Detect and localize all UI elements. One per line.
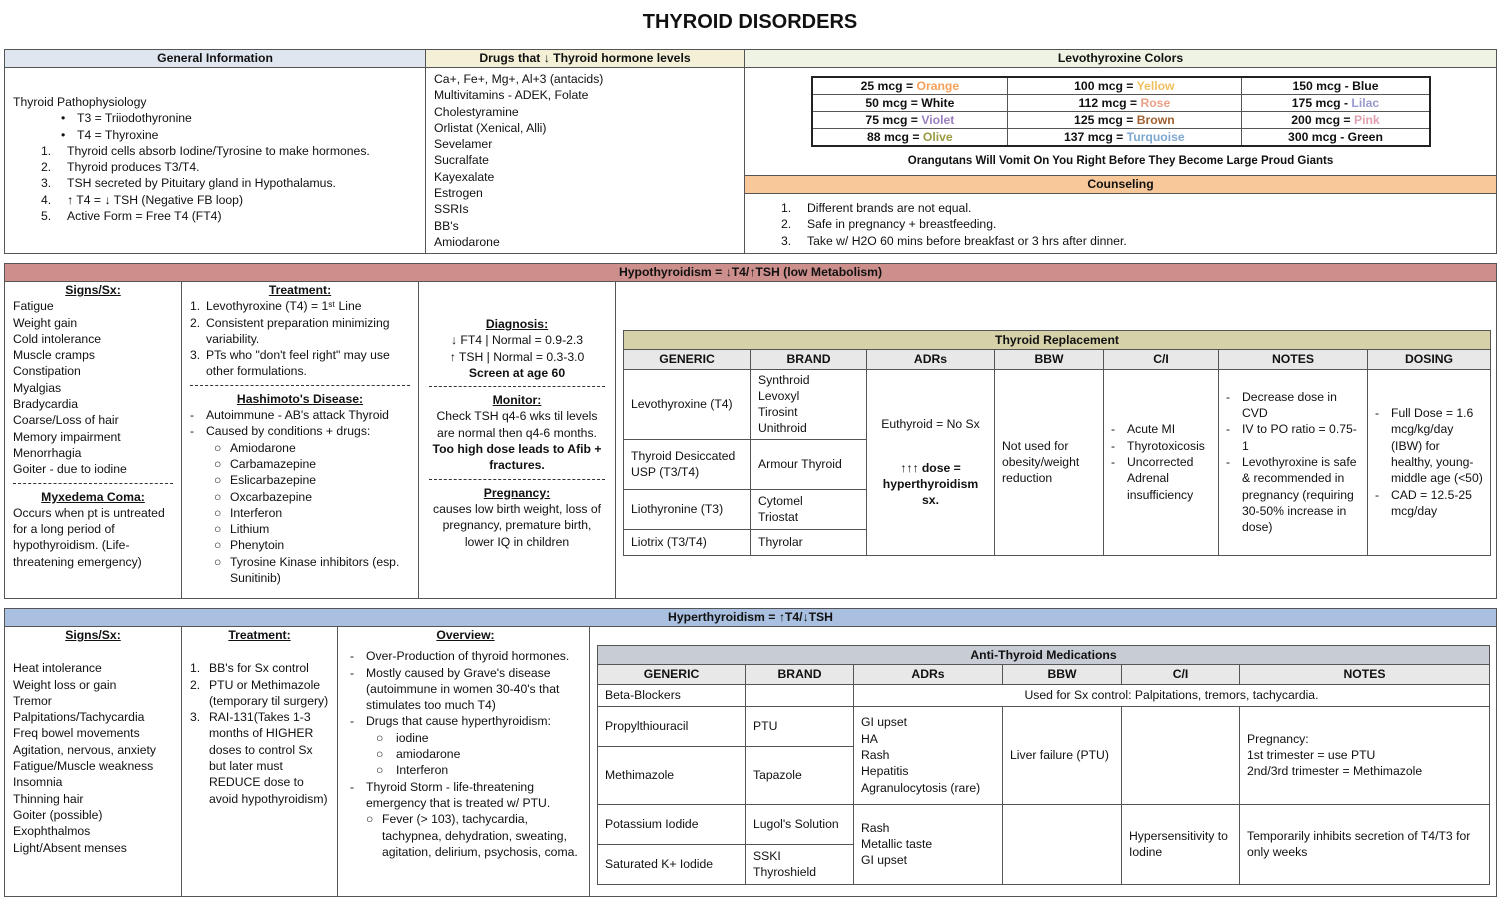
generic-cell: Beta-Blockers <box>598 684 746 706</box>
levo-color-name: Blue <box>1352 79 1379 93</box>
levo-color-row <box>812 77 1430 95</box>
hashimoto-drug: ○ Lithium <box>214 521 410 537</box>
levo-color-name: Orange <box>916 79 960 93</box>
tx-item: 3. RAI-131(Takes 1-3 months of HIGHER doses to control Sx but later must REDUCE dose to avoid hypothyroidism) <box>190 709 329 807</box>
levo-dose-cell <box>1241 77 1430 95</box>
drug-item: BB's <box>434 218 459 233</box>
note-item: - IV to PO ratio = 0.75-1 <box>1226 421 1360 454</box>
dosing-item: - Full Dose = 1.6 mcg/kg/day (IBW) for healthy, young-middle age (<50) <box>1375 405 1483 486</box>
hyper-anti-panel <box>589 626 1497 897</box>
overview-item: - Over-Production of thyroid hormones. <box>350 648 581 664</box>
levo-color-name: Turquoise <box>1126 130 1185 144</box>
levo-dose-cell <box>1007 95 1241 112</box>
drug-item: Orlistat (Xenical, Alli) <box>434 120 547 135</box>
ci-item: - Uncorrected Adrenal insufficiency <box>1111 454 1211 503</box>
general-item: 3. TSH secreted by Pituitary gland in Hypothalamus. <box>41 175 417 191</box>
levo-dose: 100 mcg = <box>1074 79 1137 93</box>
levo-color-name: Violet <box>921 113 955 127</box>
levo-color-row <box>812 129 1430 147</box>
sign-item: Constipation <box>13 364 81 379</box>
hyper-signs-panel <box>4 626 182 897</box>
note-item: - Levothyroxine is safe & recommended in pregnancy (requiring 30-50% increase in dose) <box>1226 454 1360 535</box>
sign-item: Freq bowel movements <box>13 726 140 741</box>
brand-cell: PTU <box>746 706 854 746</box>
generic-cell: Methimazole <box>598 746 746 804</box>
levo-dose-cell <box>812 112 1007 129</box>
levo-dose: 25 mcg = <box>860 79 917 93</box>
monitor-title: Monitor: <box>492 393 542 408</box>
overview-item: - Drugs that cause hyperthyroidism: <box>350 713 581 729</box>
generic-cell: Propylthiouracil <box>598 706 746 746</box>
levo-color-row <box>812 112 1430 129</box>
drugs-panel <box>425 67 745 254</box>
sign-item: Heat intolerance <box>13 661 102 676</box>
hypo-header: Hypothyroidism = ↓T4/↑TSH (low Metabolism) <box>4 263 1497 282</box>
levo-dose-cell <box>812 77 1007 95</box>
hyper-overview-panel <box>337 626 590 897</box>
storm-symptoms: ○ Fever (> 103), tachycardia, tachypnea, dehydration, sweating, agitation, delirium, psychosis, coma. <box>366 811 581 860</box>
hashimoto-drug: ○ Eslicarbazepine <box>214 472 410 488</box>
sign-item: Coarse/Loss of hair <box>13 413 119 428</box>
general-item: 4. ↑ T4 = ↓ TSH (Negative FB loop) <box>41 192 417 208</box>
dosing-item: - CAD = 12.5-25 mcg/day <box>1375 487 1483 520</box>
overview-drug: ○ amiodarone <box>376 746 581 762</box>
hypo-replacement-panel <box>615 281 1497 599</box>
hashimoto-drug: ○ Phenytoin <box>214 537 410 553</box>
overview-title: Overview: <box>436 628 495 642</box>
drug-item: Cholestyramine <box>434 104 519 119</box>
general-item: 1. Thyroid cells absorb Iodine/Tyrosine to make hormones. <box>41 143 417 159</box>
sign-item: Light/Absent menses <box>13 840 127 855</box>
sign-item: Weight loss or gain <box>13 677 117 692</box>
dosing-cell <box>1368 369 1491 555</box>
col-header: BBW <box>1003 665 1122 684</box>
monitor-text: Check TSH q4-6 wks til levels are normal then q4-6 months. <box>436 409 598 440</box>
ci-cell <box>1122 706 1240 804</box>
col-header: BRAND <box>751 350 867 369</box>
sign-item: Fatigue <box>13 299 54 314</box>
adr-euthyroid: Euthyroid = No Sx <box>881 416 980 431</box>
hypo-treatment-panel <box>181 281 419 599</box>
hyper-header: Hyperthyroidism = ↑T4/↓TSH <box>4 608 1497 627</box>
hashimoto-drug: ○ Carbamazepine <box>214 456 410 472</box>
hashimoto-drug: ○ Tyrosine Kinase inhibitors (esp. Sunitinib) <box>214 554 410 587</box>
col-header: ADRs <box>854 665 1003 684</box>
sign-item: Bradycardia <box>13 397 79 412</box>
brand-cell: Lugol's Solution <box>746 804 854 844</box>
hyper-signs-title: Signs/Sx: <box>65 628 121 642</box>
levo-dose: 150 mcg - <box>1292 79 1353 93</box>
hypo-signs-panel <box>4 281 182 599</box>
diagnosis-screen: Screen at age 60 <box>468 365 566 380</box>
hashimoto-item: - Autoimmune - AB's attack Thyroid <box>190 407 410 423</box>
sign-item: Muscle cramps <box>13 348 95 363</box>
general-bullet: • T4 = Thyroxine <box>61 127 417 143</box>
sign-item: Thinning hair <box>13 791 84 806</box>
levo-dose-cell <box>1007 129 1241 147</box>
sign-item: Memory impairment <box>13 429 121 444</box>
hashimoto-item: - Caused by conditions + drugs: <box>190 423 410 439</box>
levo-color-table <box>811 76 1431 147</box>
myxedema-text: Occurs when pt is untreated for a long period of hypothyroidism. (Life-threatening emergency) <box>13 505 165 569</box>
col-header: NOTES <box>1240 665 1490 684</box>
sign-item: Agitation, nervous, anxiety <box>13 742 156 757</box>
col-header: DOSING <box>1368 350 1491 369</box>
sign-item: Weight gain <box>13 315 78 330</box>
replacement-table <box>623 330 1491 556</box>
myxedema-title: Myxedema Coma: <box>41 489 145 504</box>
levo-dose-cell <box>812 129 1007 147</box>
levo-color-name: Lilac <box>1351 96 1380 110</box>
drug-item: Kayexalate <box>434 169 495 184</box>
sign-item: Menorrhagia <box>13 445 82 460</box>
sign-item: Exophthalmos <box>13 824 91 839</box>
pregnancy-title: Pregnancy: <box>483 485 551 500</box>
levo-dose: 75 mcg = <box>865 113 922 127</box>
levo-mnemonic: Orangutans Will Vomit On You Right Before They Become Large Proud Giants <box>907 155 1334 167</box>
drug-item: Sevelamer <box>434 137 493 152</box>
pregnancy-text: causes low birth weight, loss of pregnancy, premature birth, lower IQ in children <box>433 501 601 549</box>
general-item: 5. Active Form = Free T4 (FT4) <box>41 208 417 224</box>
tx-item: 2. PTU or Methimazole (temporary til surgery) <box>190 677 329 710</box>
brand-cell: SSKI Thyroshield <box>746 844 854 884</box>
drug-item: Sucralfate <box>434 153 489 168</box>
brand-cell: Tapazole <box>746 746 854 804</box>
drug-item: Multivitamins - ADEK, Folate <box>434 88 589 103</box>
col-header: GENERIC <box>598 665 746 684</box>
drugs-header: Drugs that ↓ Thyroid hormone levels <box>425 49 745 68</box>
levo-dose: 175 mcg - <box>1291 96 1352 110</box>
tx-item: 2. Consistent preparation minimizing variability. <box>190 315 410 348</box>
levo-dose-cell <box>812 95 1007 112</box>
hypo-signs-title: Signs/Sx: <box>65 283 121 297</box>
levo-color-row <box>812 95 1430 112</box>
overview-drug: ○ iodine <box>376 730 581 746</box>
col-header: NOTES <box>1219 350 1368 369</box>
sign-item: Palpitations/Tachycardia <box>13 710 145 725</box>
diagnosis-item: ↑ TSH | Normal = 0.3-3.0 <box>449 349 585 364</box>
hyper-treatment-panel <box>181 626 338 897</box>
generic-cell: Thyroid Desiccated USP (T3/T4) <box>624 439 751 489</box>
levo-dose-cell <box>1241 95 1430 112</box>
adr-high-dose: ↑↑↑ dose = hyperthyroidism sx. <box>882 460 979 508</box>
levo-dose-cell <box>1241 129 1430 147</box>
generic-cell: Levothyroxine (T4) <box>624 369 751 439</box>
page-title: THYROID DISORDERS <box>642 11 858 33</box>
hyper-tx-title: Treatment: <box>228 628 291 642</box>
hashimoto-title: Hashimoto's Disease: <box>236 391 364 406</box>
adrs-cell <box>867 369 995 555</box>
brand-cell: Synthroid Levoxyl Tirosint Unithroid <box>751 369 867 439</box>
ci-cell: Hypersensitivity to Iodine <box>1122 804 1240 884</box>
tx-item: 3. PTs who "don't feel right" may use other formulations. <box>190 347 410 380</box>
general-bullet: • T3 = Triiodothyronine <box>61 110 417 126</box>
levo-dose: 50 mcg = <box>865 96 922 110</box>
col-header: BBW <box>995 350 1104 369</box>
generic-cell: Liotrix (T3/T4) <box>624 529 751 555</box>
levo-color-name: Olive <box>922 130 953 144</box>
divider <box>429 479 605 480</box>
general-header: General Information <box>4 49 426 68</box>
col-header: GENERIC <box>624 350 751 369</box>
general-lead: Thyroid Pathophysiology <box>13 95 147 109</box>
levo-color-name: Pink <box>1353 113 1380 127</box>
general-panel <box>4 67 426 254</box>
sign-item: Insomnia <box>13 775 63 790</box>
generic-cell: Saturated K+ Iodide <box>598 844 746 884</box>
brand-cell: Cytomel Triostat <box>751 489 867 529</box>
overview-item: - Mostly caused by Grave's disease (autoimmune in women 30-40's that stimulates too much T4) <box>350 665 581 714</box>
ci-cell <box>1104 369 1219 555</box>
adrs-cell: GI upset HA Rash Hepatitis Agranulocytosis (rare) <box>854 706 1003 804</box>
levo-dose-cell <box>1007 112 1241 129</box>
divider <box>190 385 410 386</box>
col-header: C/I <box>1122 665 1240 684</box>
divider <box>429 386 605 387</box>
levo-header: Levothyroxine Colors <box>744 49 1497 68</box>
general-item: 2. Thyroid produces T3/T4. <box>41 159 417 175</box>
sign-item: Cold intolerance <box>13 331 102 346</box>
counseling-header: Counseling <box>744 175 1497 194</box>
generic-cell: Liothyronine (T3) <box>624 489 751 529</box>
notes-cell: Pregnancy: 1st trimester = use PTU 2nd/3rd trimester = Methimazole <box>1240 706 1490 804</box>
levo-color-name: Yellow <box>1136 79 1175 93</box>
replacement-title: Thyroid Replacement <box>624 331 1491 350</box>
levo-dose: 137 mcg = <box>1064 130 1127 144</box>
sign-item: Goiter - due to iodine <box>13 462 127 477</box>
overview-drug: ○ Interferon <box>376 762 581 778</box>
notes-cell <box>1219 369 1368 555</box>
tx-item: 1. Levothyroxine (T4) = 1ˢᵗ Line <box>190 298 410 314</box>
hashimoto-drug: ○ Interferon <box>214 505 410 521</box>
counseling-panel <box>744 193 1497 254</box>
diagnosis-item: ↓ FT4 | Normal = 0.9-2.3 <box>450 333 584 348</box>
bbw-cell: Liver failure (PTU) <box>1003 706 1122 804</box>
brand-cell: Thyrolar <box>751 529 867 555</box>
sign-item: Fatigue/Muscle weakness <box>13 759 154 774</box>
col-header: ADRs <box>867 350 995 369</box>
overview-item: - Thyroid Storm - life-threatening emergency that is treated w/ PTU. <box>350 779 581 812</box>
generic-cell: Potassium Iodide <box>598 804 746 844</box>
note-item: - Decrease dose in CVD <box>1226 389 1360 422</box>
sign-item: Tremor <box>13 693 52 708</box>
drug-item: Amiodarone <box>434 234 500 249</box>
anti-title: Anti-Thyroid Medications <box>598 646 1490 665</box>
levo-panel <box>744 67 1497 176</box>
levo-dose-cell <box>1241 112 1430 129</box>
levo-color-name: Brown <box>1136 113 1175 127</box>
levo-color-name: Rose <box>1140 96 1171 110</box>
drug-item: SSRIs <box>434 202 469 217</box>
counseling-item: 3. Take w/ H2O 60 mins before breakfast or 3 hrs after dinner. <box>781 233 1496 249</box>
drug-item: Estrogen <box>434 186 483 201</box>
notes-cell: Temporarily inhibits secretion of T4/T3 for only weeks <box>1240 804 1490 884</box>
levo-dose: 112 mcg = <box>1078 96 1141 110</box>
bb-note: Used for Sx control: Palpitations, tremors, tachycardia. <box>854 684 1490 706</box>
counseling-item: 1. Different brands are not equal. <box>781 200 1496 216</box>
hypo-diagnosis-panel <box>418 281 616 599</box>
levo-dose: 125 mcg = <box>1074 113 1137 127</box>
hypo-tx-title: Treatment: <box>268 283 332 297</box>
anti-thyroid-table <box>597 645 1490 885</box>
counseling-item: 2. Safe in pregnancy + breastfeeding. <box>781 216 1496 232</box>
divider <box>13 483 173 484</box>
bbw-cell <box>1003 804 1122 884</box>
levo-dose: 88 mcg = <box>867 130 923 144</box>
bbw-cell: Not used for obesity/weight reduction <box>995 369 1104 555</box>
monitor-warning: Too high dose leads to Afib + fractures. <box>432 442 602 473</box>
tx-item: 1. BB's for Sx control <box>190 660 329 676</box>
levo-dose: 200 mcg = <box>1291 113 1354 127</box>
ci-item: - Acute MI <box>1111 421 1211 437</box>
levo-color-name: Green <box>1347 130 1383 144</box>
ci-item: - Thyrotoxicosis <box>1111 438 1211 454</box>
hashimoto-drug: ○ Oxcarbazepine <box>214 489 410 505</box>
levo-color-name: White <box>921 96 955 110</box>
brand-cell <box>746 684 854 706</box>
levo-dose: 300 mcg - <box>1288 130 1348 144</box>
brand-cell: Armour Thyroid <box>751 439 867 489</box>
col-header: C/I <box>1104 350 1219 369</box>
adrs-cell: Rash Metallic taste GI upset <box>854 804 1003 884</box>
diagnosis-title: Diagnosis: <box>485 317 549 331</box>
sign-item: Goiter (possible) <box>13 807 103 822</box>
sign-item: Myalgias <box>13 380 62 395</box>
col-header: BRAND <box>746 665 854 684</box>
drug-item: Ca+, Fe+, Mg+, Al+3 (antacids) <box>434 72 604 86</box>
hashimoto-drug: ○ Amiodarone <box>214 440 410 456</box>
levo-dose-cell <box>1007 77 1241 95</box>
